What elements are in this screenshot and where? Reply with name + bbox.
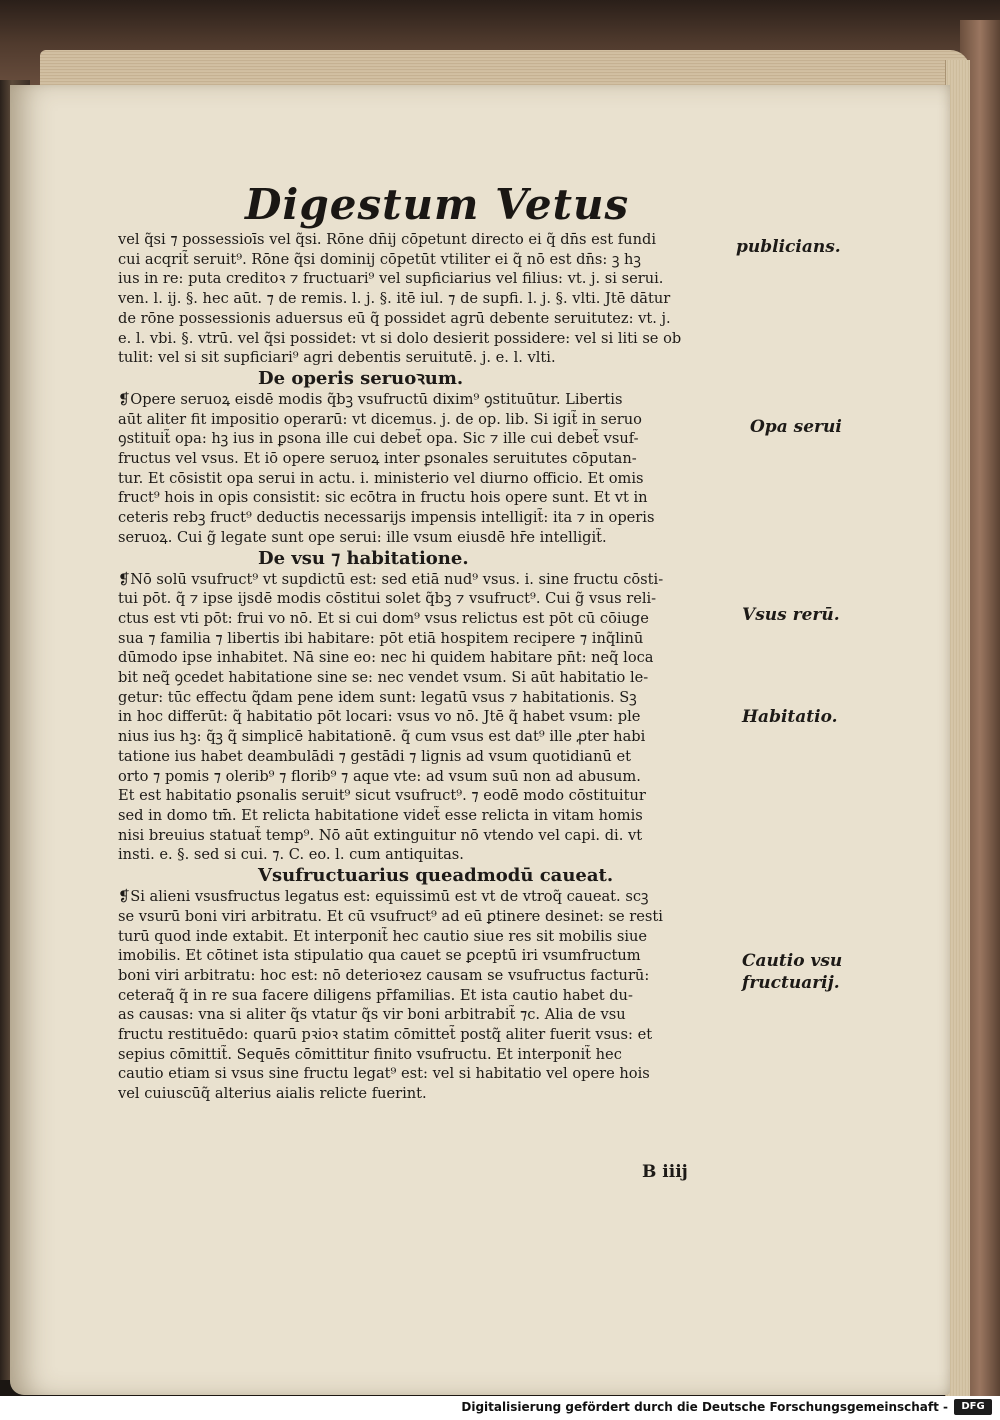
margin-note-habitatio: Habitatio.: [742, 707, 838, 727]
section-vsufructuarius: [118, 865, 738, 1104]
text-line: seruoꝝ. Cui g̃ legate sunt ope serui: ille vsum eiusdē hr̄e intelligit̃.: [118, 528, 607, 546]
text-line: getur: tūc effectu q̃dam pene idem sunt: legatū vsus ⁊ habitationis. Sꝫ: [118, 688, 637, 706]
text-line: ❡Nō solū vsufruct⁹ vt supdictū est: sed etiā nud⁹ vsus. i. sine fructu cōsti-: [118, 570, 664, 588]
text-line: se vsurū boni viri arbitratu. Et cū vsufruct⁹ ad eū ꝑtinere desinet: se resti: [118, 907, 663, 925]
text-line: vel cuiuscūq̃ alterius aialis relicte fuerint.: [118, 1085, 427, 1103]
text-line: tulit: vel si sit supficiari⁹ agri debentis seruitutē. j. e. l. vlti.: [118, 349, 556, 367]
text-line: sed in domo tm̄. Et relicta habitatione videt̃ esse relicta in vitam homis: [118, 806, 643, 824]
footer-bar: [0, 1396, 1000, 1420]
page-edges-top: [40, 50, 970, 90]
section-heading: Vsufructuarius queadmodū caueat.: [258, 865, 614, 887]
running-head: Digestum Vetus: [245, 180, 630, 229]
text-line: tatione ius habet deambulādi ⁊ gestādi ⁊ lignis ad vsum quotidianū et: [118, 747, 631, 765]
text-line: tui pōt. q̃ ⁊ ipse ijsdē modis cōstitui solet q̃bꝫ ⁊ vsufruct⁹. Cui g̃ vsus reli-: [118, 590, 657, 608]
text-line: ❡Si alieni vsusfructus legatus est: equissimū est vt de vtroq̃ caueat. scꝫ: [118, 888, 649, 906]
section-de-vsu: [118, 548, 738, 866]
text-line: insti. e. §. sed si cui. ⁊. C. eo. l. cum antiquitas.: [118, 846, 464, 864]
margin-note-cautio-vsu: Cautio vsu: [742, 951, 843, 971]
text-line: fructus vel vsus. Et iō opere seruoꝝ inter ꝑsonales seruitutes cōputan-: [118, 450, 637, 468]
dfg-logo-icon: DFG: [954, 1399, 992, 1415]
text-block: [118, 230, 738, 1104]
text-line: ius in re: puta creditoꝛ ⁊ fructuari⁹ vel supficiarius vel filius: vt. j. si serui.: [118, 270, 664, 288]
text-line: imobilis. Et cōtinet ista stipulatio qua cauet se ꝑceptū iri vsumfructum: [118, 947, 641, 965]
section-heading: De operis seruoꝛum.: [258, 367, 464, 389]
text-line: vel q̃si ⁊ possessioīs vel q̃si. Rōne dn̄ij cōpetunt directo ei q̃ dn̄s est fundi: [118, 231, 656, 248]
text-line: as causas: vna si aliter q̃s vtatur q̃s vir boni arbitrabit̃ ⁊c. Alia de vsu: [118, 1006, 626, 1024]
text-line: bit neq̃ ꝯcedet habitatione sine se: nec vendet vsum. Si aūt habitatio le-: [118, 669, 649, 687]
margin-note-publicians: publicians.: [736, 237, 841, 257]
text-line: aūt aliter fit impositio operarū: vt dicemus. j. de op. lib. Si igit̃ in seruo: [118, 410, 642, 428]
section-de-operis: [118, 368, 738, 548]
text-line: ctus est vti pōt: frui vo nō. Et si cui dom⁹ vsus relictus est pōt cū cōiuge: [118, 609, 649, 627]
text-line: ceteris rebꝫ fruct⁹ deductis necessarijs impensis intelligit̃: ita ⁊ in operis: [118, 509, 655, 527]
footer-credit: Digitalisierung gefördert durch die Deutsche Forschungsgemeinschaft -: [461, 1400, 948, 1414]
text-line: de rōne possessionis aduersus eū q̃ possidet agrū debente seruitutez: vt. j.: [118, 309, 671, 327]
text-line: fruct⁹ hois in opis consistit: sic ecōtra in fructu hois opere sunt. Et vt in: [118, 489, 648, 507]
text-line: ꝯstituit̃ opa: hꝫ ius in ꝑsona ille cui debet̃ opa. Sic ⁊ ille cui debet̃ vsuf-: [118, 430, 639, 448]
text-line: turū quod inde extabit. Et interponit̃ hec cautio siue res sit mobilis siue: [118, 927, 648, 945]
text-line: ven. l. ij. §. hec aūt. ⁊ de remis. l. j. §. itē iul. ⁊ de supfi. l. j. §. vlti. Jtē dātur: [118, 290, 671, 308]
section-heading: De vsu ⁊ habitatione.: [258, 547, 469, 569]
text-line: ceteraq̃ q̃ in re sua facere diligens pr̄familias. Et ista cautio habet du-: [118, 986, 633, 1004]
text-line: Et est habitatio ꝑsonalis seruit⁹ sicut vsufruct⁹. ⁊ eodē modo cōstituitur: [118, 787, 646, 805]
margin-note-vsus-reru: Vsus rerū.: [742, 605, 840, 625]
margin-note-fructuarij: fructuarij.: [742, 973, 840, 993]
text-line: nisi breuius statuat̃ temp⁹. Nō aūt extinguitur nō vtendo vel capi. di. vt: [118, 826, 643, 844]
text-line: cui acqrit̃ seruit⁹. Rōne q̃si dominij cōpetūt vtiliter ei q̃ nō est dn̄s: ꝫ hꝫ: [118, 250, 641, 268]
text-line: ❡Opere seruoꝝ eisdē modis q̃bꝫ vsufructū dixim⁹ ꝯstituūtur. Libertis: [118, 390, 623, 408]
text-line: nius ius hꝫ: q̃ꝫ q̃ simplicē habitationē. q̃ cum vsus est dat⁹ ille ꝓter habi: [118, 728, 646, 746]
text-line: cautio etiam si vsus sine fructu legat⁹ est: vel si habitatio vel opere hois: [118, 1065, 650, 1083]
margin-note-opa-serui: Opa serui: [750, 417, 842, 437]
text-line: tur. Et cōsistit opa serui in actu. i. ministerio vel diurno officio. Et omis: [118, 469, 644, 487]
text-line: boni viri arbitratu: hoc est: nō deterioꝛez causam se vsufructus facturū:: [118, 966, 650, 984]
signature-mark: B iiij: [642, 1162, 688, 1182]
text-line: sepius cōmittit̃. Sequēs cōmittitur finito vsufructu. Et interponit̃ hec: [118, 1045, 622, 1063]
text-line: fructu restituēdo: quarū pꝛioꝛ statim cōmittet̃ postq̃ aliter fuerit vsus: et: [118, 1026, 653, 1044]
text-line: orto ⁊ pomis ⁊ olerib⁹ ⁊ florib⁹ ⁊ aque vte: ad vsum suū non ad abusum.: [118, 767, 641, 785]
text-line: sua ⁊ familia ⁊ libertis ibi habitare: pōt etiā hospitem recipere ⁊ inq̃linū: [118, 629, 644, 647]
text-line: in hoc differūt: q̃ habitatio pōt locari: vsus vo nō. Jtē q̃ habet vsum: ple: [118, 708, 641, 726]
section-intro: [118, 230, 738, 368]
text-line: e. l. vbi. §. vtrū. vel q̃si possidet: vt si dolo desierit possidere: vel si liti se ob: [118, 329, 682, 347]
text-line: dūmodo ipse inhabitet. Nā sine eo: nec hi quidem habitare pn̄t: neq̃ loca: [118, 649, 654, 667]
